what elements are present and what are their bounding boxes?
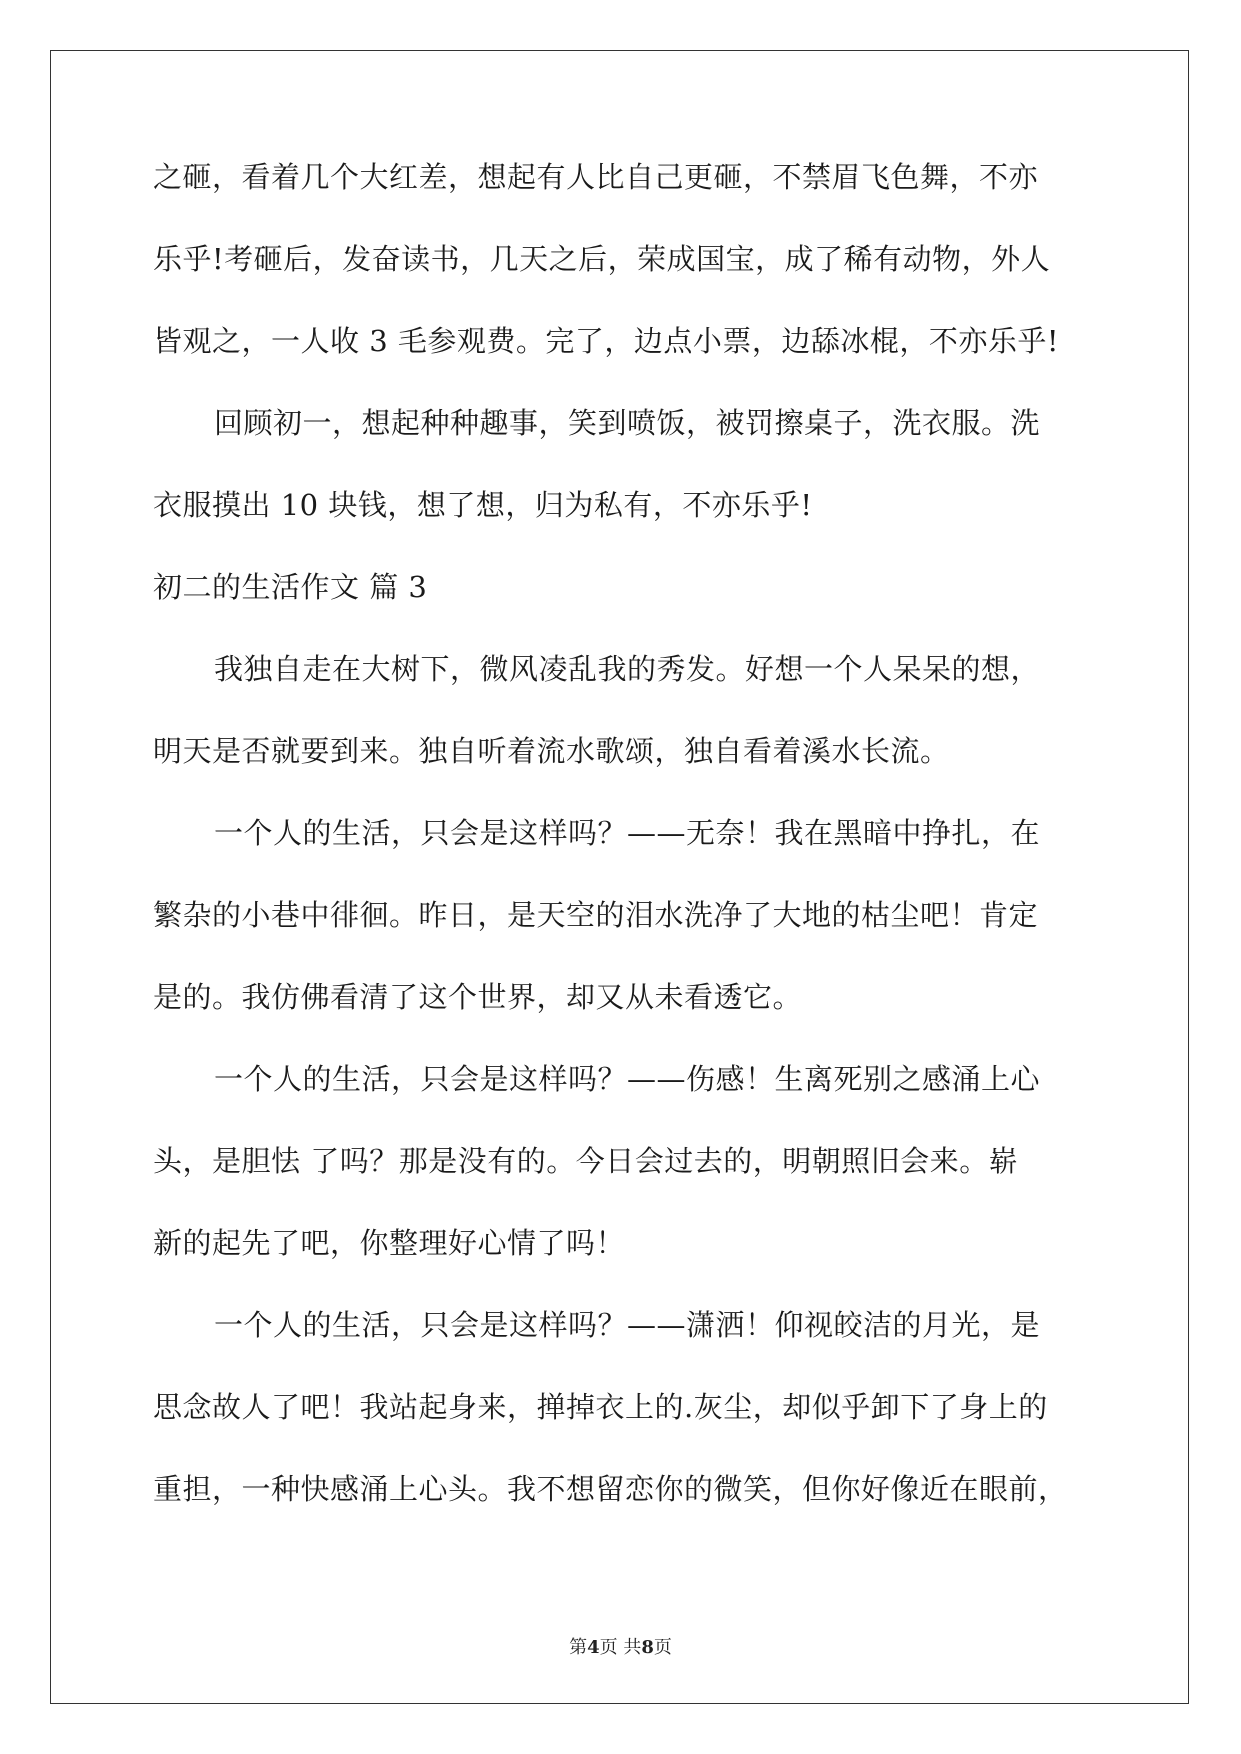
text-line: 新的起先了吧，你整理好心情了吗！ bbox=[153, 1226, 626, 1260]
paragraph-start-line: 我独自走在大树下，微风凌乱我的秀发。好想一个人呆呆的想， bbox=[214, 652, 1041, 686]
paragraph-start-line: 一个人的生活，只会是这样吗？——伤感！生离死别之感涌上心 bbox=[214, 1062, 1041, 1096]
section-heading: 初二的生活作文 篇 3 bbox=[153, 570, 428, 604]
paragraph-start-line: 一个人的生活，只会是这样吗？——无奈！我在黑暗中挣扎，在 bbox=[214, 816, 1041, 850]
text-line: 明天是否就要到来。独自听着流水歌颂，独自看着溪水长流。 bbox=[153, 734, 950, 768]
total-page-count: 8 bbox=[641, 1637, 654, 1658]
text-line: 衣服摸出 10 块钱，想了想，归为私有，不亦乐乎! bbox=[153, 488, 813, 522]
text-line: 头，是胆怯 了吗？那是没有的。今日会过去的，明朝照旧会来。崭 bbox=[153, 1144, 1019, 1178]
text-line: 是的。我仿佛看清了这个世界，却又从未看透它。 bbox=[153, 980, 803, 1014]
text-line: 思念故人了吧！我站起身来，掸掉衣上的.灰尘，却似乎卸下了身上的 bbox=[153, 1390, 1048, 1424]
document-body bbox=[153, 158, 1088, 1552]
current-page-number: 4 bbox=[587, 1637, 600, 1658]
text-line: 之砸，看着几个大红差，想起有人比自己更砸，不禁眉飞色舞，不亦 bbox=[153, 160, 1039, 194]
paragraph-start-line: 一个人的生活，只会是这样吗？——潇洒！仰视皎洁的月光，是 bbox=[214, 1308, 1041, 1342]
paragraph-start-line: 回顾初一，想起种种趣事，笑到喷饭，被罚擦桌子，洗衣服。洗 bbox=[214, 406, 1041, 440]
page-label-suffix: 页 bbox=[653, 1637, 672, 1658]
text-line: 繁杂的小巷中徘徊。昨日，是天空的泪水洗净了大地的枯尘吧！肯定 bbox=[153, 898, 1039, 932]
text-line: 乐乎!考砸后，发奋读书，几天之后，荣成国宝，成了稀有动物，外人 bbox=[153, 242, 1051, 276]
text-line: 皆观之，一人收 3 毛参观费。完了，边点小票，边舔冰棍，不亦乐乎! bbox=[153, 324, 1060, 358]
page-label-middle: 页 共 bbox=[599, 1637, 642, 1658]
page-label-prefix: 第 bbox=[569, 1637, 588, 1658]
page-footer bbox=[0, 1633, 1241, 1659]
text-line: 重担，一种快感涌上心头。我不想留恋你的微笑，但你好像近在眼前， bbox=[153, 1472, 1068, 1506]
